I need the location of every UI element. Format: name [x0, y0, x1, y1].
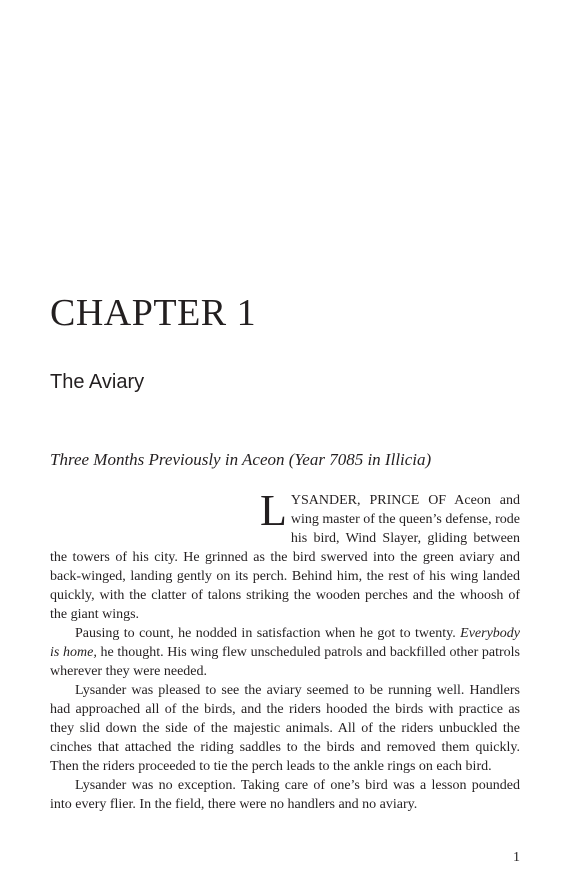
paragraph-1 — [50, 486, 520, 624]
scene-heading: Three Months Previously in Aceon (Year 7085 in Illicia) — [50, 450, 432, 469]
opening-caps: YSANDER, PRINCE OF — [290, 493, 447, 508]
drop-cap: L — [260, 486, 287, 535]
paragraph-2-text-after: he thought. His wing flew unscheduled patrols and backfilled other patrols wherever they were needed. — [50, 645, 520, 679]
drop-cap-spacer — [50, 491, 260, 529]
chapter-title: CHAPTER 1 — [50, 292, 257, 334]
paragraph-2 — [50, 624, 520, 681]
page-number: 1 — [513, 850, 520, 865]
paragraph-4: Lysander was no exception. Taking care of one’s bird was a lesson pounded into every flier. In the field, there were no handlers and no aviary. — [50, 778, 520, 812]
body-text — [50, 486, 520, 814]
paragraph-1-text: Aceon and wing master of the queen’s defense, rode his bird, Wind Slayer, gliding between the towers of his city. He grinned as the bird swerved into the green aviary and back-winged, landing gently on its perch. Behind him, the rest of his wing landed quickly, with the clatter of talons striking the wooden perches and the whoosh of the giant wings. — [50, 493, 520, 622]
paragraph-3: Lysander was pleased to see the aviary seemed to be running well. Handlers had approached all of the birds, and the riders hooded the birds with practice as they slid down the side of the majestic animals. All of the riders unbuckled the cinches that attached the riding saddles to the birds and removed them quickly. Then the riders proceeded to tie the perch leads to the ankle rings on each bird. — [50, 683, 520, 774]
paragraph-2-text-before: Pausing to count, he nodded in satisfaction when he got to twenty. — [75, 626, 461, 641]
paragraph-2-emphasis: Everybody is home, — [50, 626, 520, 660]
chapter-subtitle: The Aviary — [50, 371, 145, 393]
